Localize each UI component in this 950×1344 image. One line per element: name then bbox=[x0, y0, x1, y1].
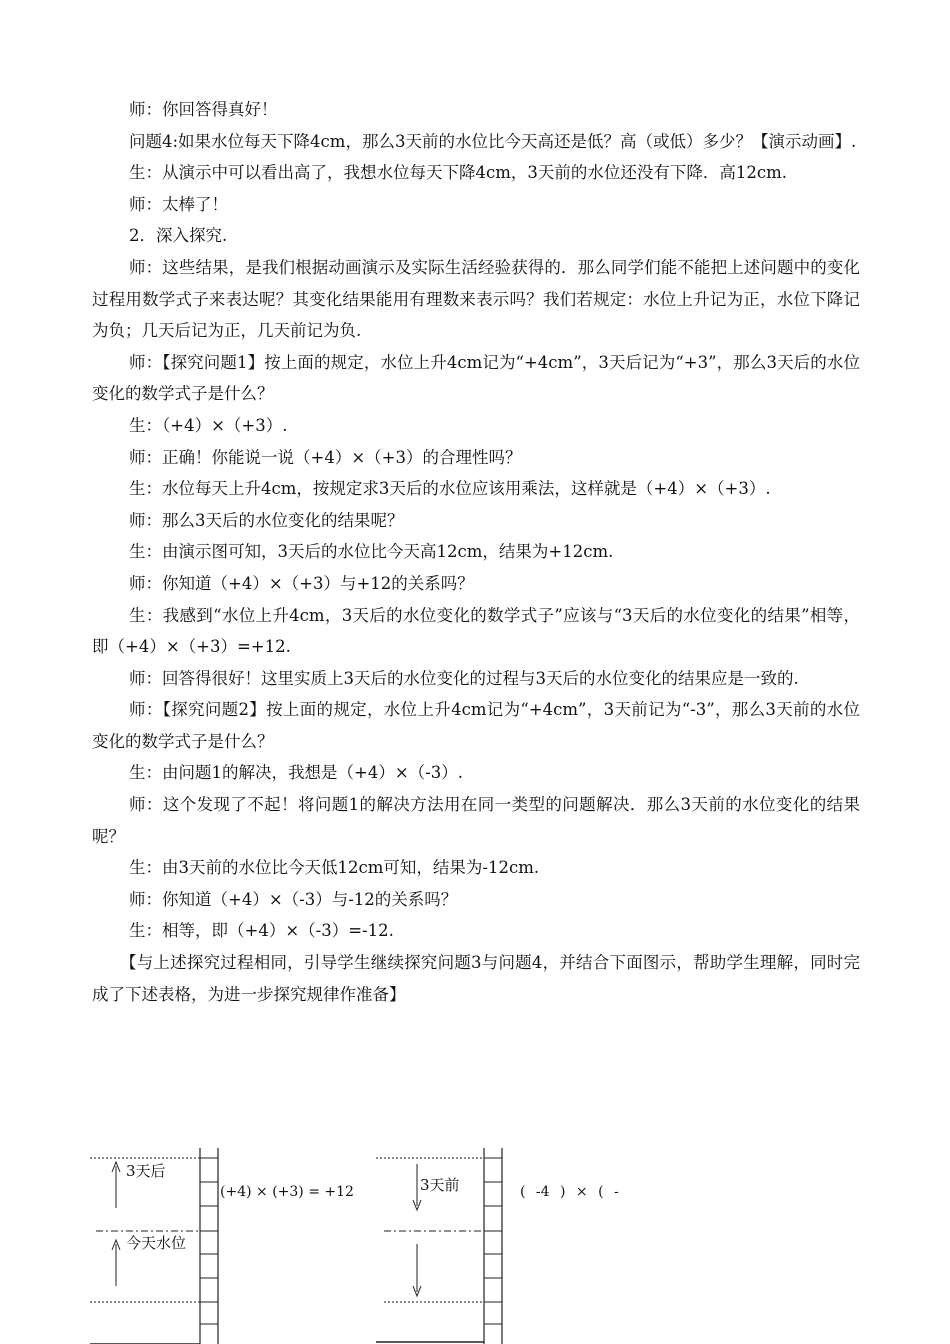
paragraph: 师：太棒了！ bbox=[129, 194, 228, 214]
paragraph: 生：由3天前的水位比今天低12cm可知，结果为-12cm. bbox=[129, 858, 540, 878]
paragraph: 问题4:如果水位每天下降4cm，那么3天前的水位比今天高还是低？高（或低）多少？【演示动画】. bbox=[129, 131, 857, 151]
paragraph: 师：回答得很好！这里实质上3天后的水位变化的过程与3天后的水位变化的结果应是一致的. bbox=[129, 668, 799, 688]
label-three-days-later: 3天后 bbox=[126, 1162, 166, 1180]
paragraph: 师：【探究问题2】按上面的规定，水位上升4cm记为“+4cm”，3天前记为“-3”，那么3天前的水位变化的数学式子是什么？ bbox=[92, 700, 860, 751]
paragraph: 生：水位每天上升4cm，按规定求3天后的水位应该用乘法，这样就是（+4）×（+3）. bbox=[129, 479, 771, 499]
section-heading: 2．深入探究. bbox=[129, 226, 228, 246]
paragraph: 师：那么3天后的水位变化的结果呢？ bbox=[129, 510, 404, 530]
paragraph: 生：我感到“水位上升4cm，3天后的水位变化的数学式子”应该与“3天后的水位变化的结果”相等，即（+4）×（+3）=+12. bbox=[92, 605, 860, 657]
paragraph: 师：这些结果，是我们根据动画演示及实际生活经验获得的．那么同学们能不能把上述问题中的变化过程用数学式子来表达呢？其变化结果能用有理数来表示吗？我们若规定：水位上升记为正，水位下降记为负；几天后记为正，几天前记为负. bbox=[92, 257, 860, 341]
paragraph: 生：由问题1的解决，我想是（+4）×（-3）. bbox=[129, 763, 463, 783]
paragraph: 师：【探究问题1】按上面的规定，水位上升4cm记为“+4cm”，3天后记为“+3”，那么3天后的水位变化的数学式子是什么？ bbox=[92, 352, 860, 404]
equation-right: ( -4 ) × ( - bbox=[520, 1184, 619, 1200]
paragraph: 师：你知道（+4）×（+3）与+12的关系吗？ bbox=[129, 573, 474, 593]
paragraph: 生：由演示图可知，3天后的水位比今天高12cm，结果为+12cm. bbox=[129, 542, 614, 562]
label-today-level: 今天水位 bbox=[126, 1234, 187, 1252]
paragraph: 师：你回答得真好！ bbox=[129, 100, 278, 119]
paragraph: 师：正确！你能说一说（+4）×（+3）的合理性吗？ bbox=[129, 447, 522, 467]
water-level-figure bbox=[88, 1148, 708, 1344]
paragraph: 生：从演示中可以看出高了，我想水位每天下降4cm，3天前的水位还没有下降．高12cm. bbox=[129, 163, 788, 183]
label-three-days-ago: 3天前 bbox=[420, 1176, 460, 1194]
equation-left: (+4) × (+3) = +12 bbox=[220, 1184, 354, 1200]
paragraph: 生：相等，即（+4）×（-3）=-12. bbox=[129, 921, 394, 941]
paragraph: 师：这个发现了不起！将问题1的解决方法用在同一类型的问题解决．那么3天前的水位变化的结果呢？ bbox=[92, 795, 860, 846]
paragraph: 师：你知道（+4）×（-3）与-12的关系吗？ bbox=[129, 889, 458, 909]
ruler-ticks-left bbox=[200, 1158, 218, 1324]
document-body bbox=[92, 94, 860, 1010]
instruction-note: 【与上述探究过程相同，引导学生继续探究问题3与问题4，并结合下面图示，帮助学生理解，同时完成了下述表格，为进一步探究规律作准备】 bbox=[92, 953, 860, 1004]
paragraph: 生：（+4）×（+3）. bbox=[129, 415, 288, 435]
ruler-ticks-right bbox=[484, 1158, 502, 1324]
